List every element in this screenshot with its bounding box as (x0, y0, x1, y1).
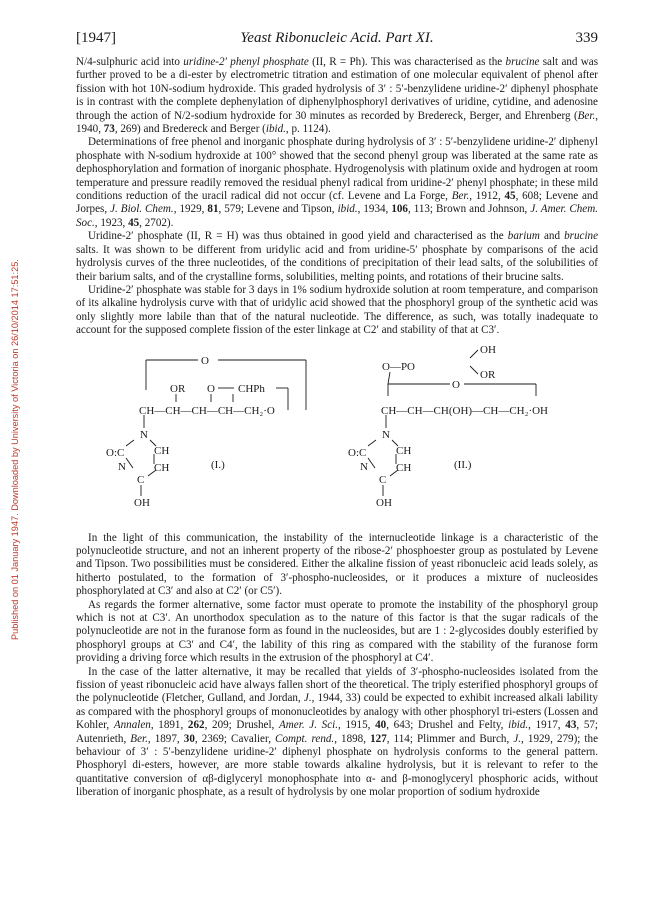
text: , 608; Levene and Jorpes, (76, 190, 598, 216)
text: Determinations of free phenol and inorganic phosphate during hydrolysis of 3′ : 5′-benzylidene uridine-2′ diphenyl phosphate with (76, 136, 598, 162)
formula-2-ring-nitrogen-3: N (360, 460, 368, 473)
formula-2-phosphoryl: O—PO (382, 360, 416, 373)
formulae-svg (76, 340, 598, 518)
text: , 57; Autenrieth, (76, 719, 598, 745)
formula-1-ring-nitrogen-1: N (140, 428, 148, 441)
formula-1-ring-nitrogen-3: N (118, 460, 126, 473)
text: , 1891, (150, 719, 188, 732)
volume-number: 127 (370, 732, 387, 745)
text: , 114; Plimmer and Burch, (386, 732, 514, 745)
formula-2-ring-carbon: C (379, 473, 387, 486)
text: Uridine-2′ phosphate was stable for 3 days in 1% sodium hydroxide solution at room temperature, and comparison of its alkaline hydrolysis curve with that of uridylic acid showed that the phosphoryl group of the synthetic acid was only slightly more labile than that of the natural nucleotide. The difference, as such, was totally inadequate to account for the supposed complete fission of the ester linkage at C2′ and stability of that at C3′. (76, 283, 598, 337)
header-year: [1947] (76, 30, 116, 46)
paragraph-7 (76, 666, 598, 800)
text: , 2702). (139, 216, 174, 229)
journal-name: J. (303, 692, 312, 705)
journal-name: ibid. (337, 203, 358, 216)
text: In the case of the latter alternative, it may be recalled that yields of 3′-phospho-nucleosides isolated from the fission of yeast ribonucleic acid have always fallen short of the theoretical. The triply esterified phosphoryl groups of the polynucleotide (Fletcher, Gulland, and Jordan, (76, 665, 598, 705)
journal-name: J. Biol. Chem. (110, 203, 174, 216)
formula-1-chph: CHPh (238, 382, 265, 395)
text: N (174, 109, 183, 122)
formula-1-or-group: OR (170, 382, 186, 395)
text: , 1944, 33) could be expected to exhibit increased alkali lability as compared with the phosphoryl groups of mononucleotides by analogy with other phosphoryl tri-esters (Lossen and Kohler, (76, 692, 599, 732)
formula-2-ring-ch-2: CH (396, 461, 412, 474)
text: As regards the former alternative, some factor must operate to promote the instability of the phosphoryl group which is not at C3′. An unorthodox speculation as to the nature of this factor is that the sugar radicals of the polynucleotide are not in the furanose form as found in the nucleosides, but are 1 : 2-glycosides doubly esterified by phosphoryl groups at C3′ and C4′, the lability of this ring as compared with the stability of the furanose form providing a driving force which results in the extrusion of the phosphoryl at C4′. (76, 598, 598, 665)
paragraph-6 (76, 599, 598, 666)
salt-name: brucine (505, 56, 540, 68)
text: -sodium hydroxide at 100° showed that the second phenyl group was liberated at the same rate as dephosphorylation and formation of inorganic phosphate. Hydrogenolysis with platinum oxide and hydrogen at room temperature and pressure readily removed the residual phenyl radical from uridine-2′ phenyl phosphate; in these mild conditions reduction of the uracil radical did not occur (cf. Levene and La Forge, (76, 149, 598, 203)
formula-1-carbonyl: O:C (106, 446, 125, 459)
formula-1-bonds (126, 360, 306, 496)
formula-1-ring-oxygen: O (201, 354, 209, 367)
paragraph-2 (76, 136, 598, 230)
page-body (76, 30, 598, 800)
formula-1-oxygen: O (207, 382, 215, 395)
text: , 1923, (94, 216, 129, 229)
text: , 1897, (147, 732, 184, 745)
formula-1-ring-ch-2: CH (154, 461, 170, 474)
text: and (539, 230, 565, 243)
text: -sodium hydroxide. This graded hydrolysis of 3′ : 5′-benzylidene uridine-2′ diphenyl phosphate is in contrast with the complete dephenylation of diphenylphosphoryl derivatives of uridine, cytidine, and adenosine through the action of (76, 82, 599, 122)
volume-number: 43 (565, 719, 577, 732)
text: salts. It was shown to be different from uridylic acid and from uridine-5′ phosphate by comparisons of the acid hydrolysis curves of the three nucleotides, of the conditions of precipitation of their lead salts, of the solubilities of their barium salts, and of the crystalline forms, solubilities, melting points, and rotations of their brucine salts. (76, 243, 598, 283)
formula-1-ring-ch-1: CH (154, 444, 170, 457)
journal-name: J. Amer. Chem. Soc. (76, 203, 599, 229)
journal-name: J. (513, 732, 522, 745)
text: , 1915, (337, 719, 376, 732)
formula-2-carbonyl: O:C (348, 446, 367, 459)
volume-number: 106 (391, 203, 408, 216)
text: , 269) and Bredereck and Berger ( (114, 123, 266, 136)
download-notice-sidebar: Published on 01 January 1947. Downloaded by University of Victoria on 26/10/2014 17:51:25. (10, 259, 20, 641)
journal-name: ibid. (265, 123, 286, 136)
volume-number: 45 (504, 190, 516, 203)
paragraph-5 (76, 532, 598, 599)
text: , 1917, (528, 719, 566, 732)
journal-name: Amer. J. Sci. (279, 719, 338, 732)
text: , 1940, (76, 109, 598, 136)
text: , 1929, (173, 203, 208, 216)
paragraph-1 (76, 56, 598, 136)
header-title: Yeast Ribonucleic Acid. Part XI. (240, 30, 434, 46)
formula-1-ring-carbon: C (137, 473, 145, 486)
formula-2-ring-oxygen: O (452, 378, 460, 391)
text: N (147, 149, 156, 162)
text: N (160, 82, 169, 95)
journal-name: ibid. (508, 719, 529, 732)
running-header (76, 30, 598, 56)
text: In the light of this communication, the instability of the internucleotide linkage is a characteristic of the polynucleotide structure, and not an inherent property of the ribose-2′ phosphoester group as postulated by Levene and Tipson. Two possibilities must be considered. Either the alkaline fission of yeast ribonucleic acid leads solely, as hitherto postulated, to the formation of 3′-phospho-nucleosides, or it produces a mixture of nucleosides phosphorylated at C3′ and also at C2′ (or C5′). (76, 531, 598, 598)
text: , 209; Drushel, (204, 719, 280, 732)
volume-number: 40 (375, 719, 387, 732)
volume-number: 30 (183, 732, 195, 745)
text: , 113; Brown and Johnson, (407, 203, 531, 216)
volume-number: 45 (128, 216, 140, 229)
formula-2-phosphate-hydroxyl: OH (480, 343, 496, 356)
paragraph-4 (76, 284, 598, 338)
formula-2-or-group: OR (480, 368, 496, 381)
text: , p. 1124). (285, 123, 331, 136)
volume-number: 73 (103, 123, 115, 136)
text: , 1934, (357, 203, 392, 216)
text: /2-sodium hydroxide for 30 minutes as recorded by Bredereck, Berger, and Ehrenberg ( (182, 109, 578, 122)
text: (II, R = Ph). This was characterised as the (308, 56, 506, 68)
text: salt and was further proved to be a di-ester by electrometric titration and estimation of one molecular equivalent of phenol after fission with hot 10 (76, 56, 599, 95)
text: N (76, 56, 85, 68)
formula-2-hydroxyl: OH (376, 496, 392, 509)
journal-name: Ber. (130, 732, 148, 745)
journal-name: Annalen (113, 719, 151, 732)
formula-2-ring-ch-1: CH (396, 444, 412, 457)
text: Uridine-2′ phosphate (II, R = H) was thus obtained in good yield and characterised as the (88, 230, 508, 243)
text: , 1898, (334, 732, 371, 745)
formula-1-hydroxyl: OH (134, 496, 150, 509)
compound-name: uridine-2′ phenyl phosphate (183, 56, 309, 68)
paragraph-3 (76, 230, 598, 284)
text: /4-sulphuric acid into (84, 56, 184, 68)
text: , 579; Levene and Tipson, (218, 203, 338, 216)
formula-2-label: (II.) (454, 458, 472, 471)
salt-name: brucine (564, 230, 598, 243)
text: , 1929, 279); the behaviour of 3′ : 5′-benzylidene uridine-2′ diphenyl phosphate on hydrolysis conforms to the general pattern. Phosphoryl di-esters, however, are more stable towards alkaline hydrolysis, but it is relevant to refer to the quantitative conversion of αβ-diglyceryl monophosphate into α- and β-monoglyceryl phosphoric acids, without liberation of inorganic phosphate, as a result of hydrolysis by one molar proportion of sodium hydroxide (76, 732, 598, 799)
formula-2-ring-nitrogen-1: N (382, 428, 390, 441)
journal-name: Ber. (577, 109, 596, 122)
structural-formulae (76, 340, 598, 518)
formula-1-sugar-chain: CH—CH—CH—CH—CH₂·O (139, 404, 275, 417)
journal-name: Compt. rend. (275, 732, 335, 745)
formula-2-sugar-chain: CH—CH—CH(OH)—CH—CH₂·OH (381, 404, 549, 417)
formula-1-label: (I.) (211, 458, 225, 471)
salt-name: barium (507, 230, 540, 243)
text: , 2369; Cavalier, (194, 732, 276, 745)
page-number: 339 (575, 30, 598, 46)
journal-name: Ber. (451, 190, 470, 203)
volume-number: 81 (207, 203, 219, 216)
text: , 643; Drushel and Felty, (386, 719, 509, 732)
text: , 1912, (469, 190, 505, 203)
volume-number: 262 (187, 719, 205, 732)
